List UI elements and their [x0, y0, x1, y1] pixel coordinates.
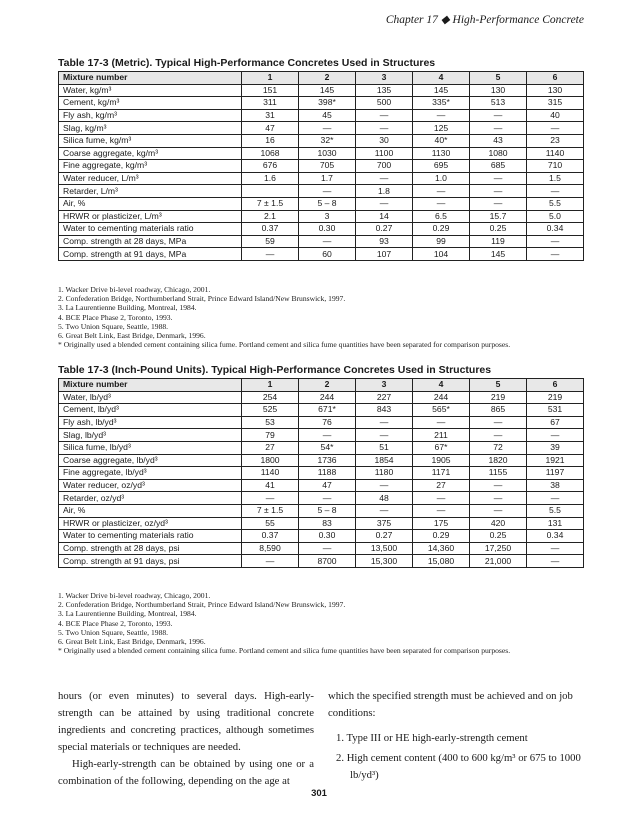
footnote: 1. Wacker Drive bi-level roadway, Chicago, 2001.	[58, 591, 211, 600]
table-cell: 93	[356, 235, 413, 248]
table-cell: 145	[413, 84, 470, 97]
body-column-left	[58, 688, 314, 790]
table-cell: 151	[242, 84, 299, 97]
table-cell: 254	[242, 391, 299, 404]
table-cell: 39	[527, 441, 584, 454]
table-cell: 175	[413, 517, 470, 530]
table-cell: 1197	[527, 467, 584, 480]
table-cell: 1.5	[527, 172, 584, 185]
table-cell: 79	[242, 429, 299, 442]
table-row	[59, 555, 584, 568]
row-label: Comp. strength at 28 days, psi	[59, 542, 242, 555]
table-cell: 130	[470, 84, 527, 97]
table-cell: —	[527, 542, 584, 555]
table-cell: 131	[527, 517, 584, 530]
table-cell: 0.29	[413, 223, 470, 236]
row-label: Comp. strength at 91 days, MPa	[59, 248, 242, 261]
table-cell: 1.8	[356, 185, 413, 198]
table-row	[59, 109, 584, 122]
table-cell: 0.37	[242, 223, 299, 236]
row-label: Cement, lb/yd³	[59, 404, 242, 417]
table-metric-footnotes	[58, 285, 584, 349]
table-cell: 7 ± 1.5	[242, 197, 299, 210]
table-cell: —	[299, 122, 356, 135]
table-cell: 525	[242, 404, 299, 417]
table-cell: 1100	[356, 147, 413, 160]
column-header: Mixture number	[59, 72, 242, 85]
table-cell: 31	[242, 109, 299, 122]
table-row	[59, 172, 584, 185]
table-row	[59, 441, 584, 454]
table-cell: —	[527, 429, 584, 442]
table-cell: 23	[527, 134, 584, 147]
table-row	[59, 160, 584, 173]
table-cell: 76	[299, 416, 356, 429]
table-row	[59, 429, 584, 442]
table-cell: 130	[527, 84, 584, 97]
table-cell: 40*	[413, 134, 470, 147]
table-cell: 5.5	[527, 197, 584, 210]
table-cell: 8,590	[242, 542, 299, 555]
table-cell: 420	[470, 517, 527, 530]
row-label: Retarder, oz/yd³	[59, 492, 242, 505]
footnote: 5. Two Union Square, Seattle, 1988.	[58, 321, 169, 331]
table-cell: 1.6	[242, 172, 299, 185]
table-cell: 5 – 8	[299, 197, 356, 210]
table-cell: 1155	[470, 467, 527, 480]
column-header: 5	[470, 72, 527, 85]
table-row	[59, 84, 584, 97]
table-inch-pound-footnotes	[58, 591, 584, 655]
table-cell: 1736	[299, 454, 356, 467]
table-cell: 700	[356, 160, 413, 173]
table-cell: 315	[527, 97, 584, 110]
table-cell: —	[242, 248, 299, 261]
table-cell: —	[242, 492, 299, 505]
table-cell: 685	[470, 160, 527, 173]
table-cell: —	[470, 185, 527, 198]
table-cell: —	[413, 109, 470, 122]
table-cell: 0.30	[299, 530, 356, 543]
footnote: 3. La Laurentienne Building, Montreal, 1984.	[58, 609, 197, 619]
footnote: 6. Great Belt Link, East Bridge, Denmark, 1996.	[58, 331, 206, 341]
table-cell: 83	[299, 517, 356, 530]
table-cell: —	[527, 248, 584, 261]
table-row	[59, 248, 584, 261]
table-cell: 1.0	[413, 172, 470, 185]
table-cell: 15,300	[356, 555, 413, 568]
table-cell: 145	[299, 84, 356, 97]
table-cell: 1.7	[299, 172, 356, 185]
table-cell: 865	[470, 404, 527, 417]
table-row	[59, 530, 584, 543]
table-cell: 15,080	[413, 555, 470, 568]
table-cell: —	[413, 492, 470, 505]
running-header	[386, 12, 584, 26]
row-label: Coarse aggregate, lb/yd³	[59, 454, 242, 467]
column-header: 2	[299, 379, 356, 392]
list-item: 2. High cement content (400 to 600 kg/m³ or 675 to 1000 lb/yd³)	[336, 752, 581, 781]
row-label: Water to cementing materials ratio	[59, 223, 242, 236]
table-row	[59, 416, 584, 429]
row-label: Water to cementing materials ratio	[59, 530, 242, 543]
table-cell: 1171	[413, 467, 470, 480]
row-label: Water, kg/m³	[59, 84, 242, 97]
table-cell: 43	[470, 134, 527, 147]
footnote: * Originally used a blended cement containing silica fume. Portland cement and silica fume quantities have been separated for comparison purposes.	[58, 646, 511, 656]
table-cell: 335*	[413, 97, 470, 110]
table-cell: —	[299, 235, 356, 248]
column-header: 2	[299, 72, 356, 85]
table-cell: 0.30	[299, 223, 356, 236]
table-row	[59, 122, 584, 135]
table-cell: 1921	[527, 454, 584, 467]
table-cell: 244	[413, 391, 470, 404]
footnote: 5. Two Union Square, Seattle, 1988.	[58, 627, 169, 637]
table-row	[59, 504, 584, 517]
table-row	[59, 517, 584, 530]
footnote: 6. Great Belt Link, East Bridge, Denmark, 1996.	[58, 637, 206, 647]
table-cell: 53	[242, 416, 299, 429]
table-cell: —	[299, 492, 356, 505]
table-cell: 40	[527, 109, 584, 122]
chapter-title: High-Performance Concrete	[452, 14, 584, 26]
table-cell: 119	[470, 235, 527, 248]
table-cell: —	[413, 185, 470, 198]
table-cell: 5.5	[527, 504, 584, 517]
table-cell: 0.34	[527, 530, 584, 543]
table-cell: —	[356, 122, 413, 135]
table-cell: —	[413, 416, 470, 429]
column-header: 4	[413, 72, 470, 85]
table-cell: 15.7	[470, 210, 527, 223]
table-cell: 3	[299, 210, 356, 223]
footnote: 4. BCE Place Phase 2, Toronto, 1993.	[58, 618, 173, 628]
table-cell: 41	[242, 479, 299, 492]
table-cell: —	[470, 172, 527, 185]
row-label: Air, %	[59, 504, 242, 517]
table-metric	[58, 71, 584, 261]
table-cell: 0.25	[470, 530, 527, 543]
table-cell: 1854	[356, 454, 413, 467]
table-cell: 1068	[242, 147, 299, 160]
footnote: 2. Confederation Bridge, Northumberland Strait, Prince Edward Island/New Brunswick, 1997.	[58, 600, 346, 610]
body-paragraph: which the specified strength must be achieved and on job conditions:	[328, 690, 573, 719]
table-cell: —	[356, 172, 413, 185]
table-cell: —	[242, 555, 299, 568]
table-cell: 27	[242, 441, 299, 454]
table-cell: 47	[299, 479, 356, 492]
diamond-separator-icon: ◆	[440, 14, 450, 26]
row-label: Water, lb/yd³	[59, 391, 242, 404]
table-cell: 244	[299, 391, 356, 404]
table-cell: 8700	[299, 555, 356, 568]
table-row	[59, 147, 584, 160]
table-cell: 5.0	[527, 210, 584, 223]
table-cell: —	[470, 479, 527, 492]
table-cell: —	[413, 504, 470, 517]
column-header: Mixture number	[59, 379, 242, 392]
table-cell: 13,500	[356, 542, 413, 555]
table-cell: 1140	[242, 467, 299, 480]
table-cell: 0.29	[413, 530, 470, 543]
table-cell: 145	[470, 248, 527, 261]
table-cell: 45	[299, 109, 356, 122]
table-cell: 1140	[527, 147, 584, 160]
table-row	[59, 210, 584, 223]
table-cell: —	[413, 197, 470, 210]
column-header: 6	[527, 379, 584, 392]
table-cell: —	[470, 504, 527, 517]
table-cell: 16	[242, 134, 299, 147]
table-cell: 531	[527, 404, 584, 417]
table-metric-title: Table 17-3 (Metric). Typical High-Performance Concretes Used in Structures	[58, 57, 436, 69]
table-cell: 0.34	[527, 223, 584, 236]
column-header: 3	[356, 72, 413, 85]
table-header-row	[59, 379, 584, 392]
table-cell: 0.27	[356, 223, 413, 236]
table-cell: 125	[413, 122, 470, 135]
row-label: HRWR or plasticizer, L/m³	[59, 210, 242, 223]
table-cell: 0.25	[470, 223, 527, 236]
table-cell: 211	[413, 429, 470, 442]
table-cell: 104	[413, 248, 470, 261]
table-cell: 14,360	[413, 542, 470, 555]
table-cell: 1800	[242, 454, 299, 467]
table-cell: 54*	[299, 441, 356, 454]
table-cell: 227	[356, 391, 413, 404]
table-cell: 60	[299, 248, 356, 261]
table-cell: 219	[470, 391, 527, 404]
table-cell: 51	[356, 441, 413, 454]
table-row	[59, 185, 584, 198]
table-cell: 47	[242, 122, 299, 135]
table-cell: 311	[242, 97, 299, 110]
table-cell: —	[299, 185, 356, 198]
table-header-row	[59, 72, 584, 85]
table-cell: —	[356, 109, 413, 122]
table-row	[59, 134, 584, 147]
table-cell: 500	[356, 97, 413, 110]
table-cell: 1905	[413, 454, 470, 467]
table-cell: —	[470, 122, 527, 135]
table-cell: 21,000	[470, 555, 527, 568]
row-label: Water reducer, oz/yd³	[59, 479, 242, 492]
column-header: 6	[527, 72, 584, 85]
table-cell: 5 – 8	[299, 504, 356, 517]
table-cell	[242, 185, 299, 198]
table-cell: 1030	[299, 147, 356, 160]
row-label: Air, %	[59, 197, 242, 210]
table-inch-pound	[58, 378, 584, 568]
table-cell: —	[470, 429, 527, 442]
table-inch-pound-title: Table 17-3 (Inch-Pound Units). Typical High-Performance Concretes Used in Structures	[58, 364, 492, 376]
column-header: 4	[413, 379, 470, 392]
table-row	[59, 197, 584, 210]
table-cell: —	[527, 555, 584, 568]
table-row	[59, 479, 584, 492]
table-cell: 48	[356, 492, 413, 505]
row-label: HRWR or plasticizer, oz/yd³	[59, 517, 242, 530]
table-cell: —	[356, 197, 413, 210]
row-label: Fly ash, kg/m³	[59, 109, 242, 122]
row-label: Cement, kg/m³	[59, 97, 242, 110]
table-cell: 1188	[299, 467, 356, 480]
list-item: 1. Type III or HE high-early-strength cement	[336, 732, 528, 744]
table-cell: —	[470, 197, 527, 210]
table-cell: 67	[527, 416, 584, 429]
table-cell: 7 ± 1.5	[242, 504, 299, 517]
row-label: Coarse aggregate, kg/m³	[59, 147, 242, 160]
table-cell: 2.1	[242, 210, 299, 223]
table-cell: —	[527, 122, 584, 135]
table-cell: 710	[527, 160, 584, 173]
table-cell: 219	[527, 391, 584, 404]
column-header: 3	[356, 379, 413, 392]
table-cell: 67*	[413, 441, 470, 454]
table-cell: 671*	[299, 404, 356, 417]
table-cell: 1820	[470, 454, 527, 467]
table-row	[59, 223, 584, 236]
table-cell: —	[470, 109, 527, 122]
row-label: Fine aggregate, lb/yd³	[59, 467, 242, 480]
page-number: 301	[311, 788, 327, 799]
table-cell: 27	[413, 479, 470, 492]
row-label: Fly ash, lb/yd³	[59, 416, 242, 429]
table-row	[59, 467, 584, 480]
table-cell: —	[527, 235, 584, 248]
table-cell: —	[527, 492, 584, 505]
row-label: Slag, lb/yd³	[59, 429, 242, 442]
table-cell: 6.5	[413, 210, 470, 223]
body-column-right	[328, 688, 584, 784]
footnote: 2. Confederation Bridge, Northumberland Strait, Prince Edward Island/New Brunswick, 1997.	[58, 294, 346, 304]
table-cell: 38	[527, 479, 584, 492]
column-header: 5	[470, 379, 527, 392]
table-cell: 1130	[413, 147, 470, 160]
row-label: Comp. strength at 28 days, MPa	[59, 235, 242, 248]
table-cell: 135	[356, 84, 413, 97]
table-cell: 0.27	[356, 530, 413, 543]
table-cell: —	[470, 416, 527, 429]
table-cell: 1180	[356, 467, 413, 480]
row-label: Water reducer, L/m³	[59, 172, 242, 185]
table-cell: 17,250	[470, 542, 527, 555]
column-header: 1	[242, 72, 299, 85]
table-cell: 0.37	[242, 530, 299, 543]
table-cell: 30	[356, 134, 413, 147]
row-label: Silica fume, lb/yd³	[59, 441, 242, 454]
footnote: 4. BCE Place Phase 2, Toronto, 1993.	[58, 312, 173, 322]
table-cell: —	[356, 479, 413, 492]
footnote: 3. La Laurentienne Building, Montreal, 1984.	[58, 303, 197, 313]
table-cell: 1080	[470, 147, 527, 160]
table-row	[59, 235, 584, 248]
row-label: Fine aggregate, kg/m³	[59, 160, 242, 173]
footnote: * Originally used a blended cement containing silica fume. Portland cement and silica fume quantities have been separated for comparison purposes.	[58, 340, 511, 350]
table-row	[59, 454, 584, 467]
table-cell: 72	[470, 441, 527, 454]
table-cell: 705	[299, 160, 356, 173]
table-cell: —	[527, 185, 584, 198]
footnote: 1. Wacker Drive bi-level roadway, Chicago, 2001.	[58, 285, 211, 294]
table-row	[59, 404, 584, 417]
table-cell: 99	[413, 235, 470, 248]
table-cell: 14	[356, 210, 413, 223]
table-cell: —	[299, 542, 356, 555]
table-cell: —	[356, 504, 413, 517]
body-paragraph: High-early-strength can be obtained by using one or a combination of the following, depending on the age at	[58, 758, 314, 787]
table-cell: 375	[356, 517, 413, 530]
row-label: Retarder, L/m³	[59, 185, 242, 198]
column-header: 1	[242, 379, 299, 392]
table-row	[59, 391, 584, 404]
table-cell: 32*	[299, 134, 356, 147]
table-row	[59, 542, 584, 555]
table-cell: 107	[356, 248, 413, 261]
table-cell: 676	[242, 160, 299, 173]
table-cell: 565*	[413, 404, 470, 417]
table-cell: —	[356, 429, 413, 442]
table-cell: 843	[356, 404, 413, 417]
table-cell: 398*	[299, 97, 356, 110]
table-cell: 55	[242, 517, 299, 530]
table-cell: 513	[470, 97, 527, 110]
table-row	[59, 492, 584, 505]
row-label: Slag, kg/m³	[59, 122, 242, 135]
body-paragraph: hours (or even minutes) to several days. High-early-strength can be attained by using traditional concrete ingredients and concreting practices, although sometimes special materials or techniques are needed.	[58, 690, 314, 753]
table-row	[59, 97, 584, 110]
row-label: Silica fume, kg/m³	[59, 134, 242, 147]
table-cell: 695	[413, 160, 470, 173]
table-cell: —	[299, 429, 356, 442]
table-cell: —	[470, 492, 527, 505]
row-label: Comp. strength at 91 days, psi	[59, 555, 242, 568]
table-cell: 59	[242, 235, 299, 248]
chapter-label: Chapter 17	[385, 14, 438, 26]
table-cell: —	[356, 416, 413, 429]
